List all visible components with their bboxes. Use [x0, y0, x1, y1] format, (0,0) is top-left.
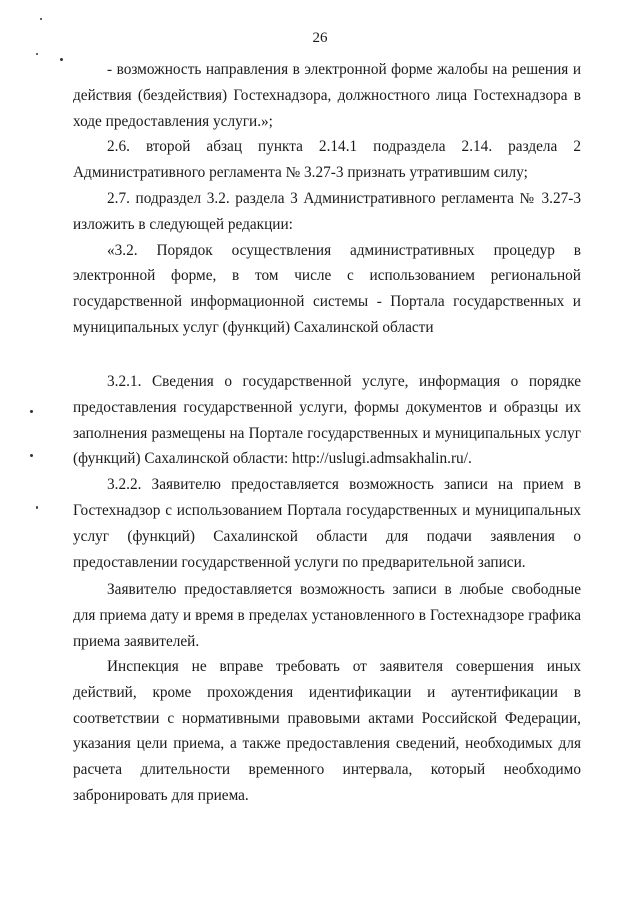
- document-body-bottom: [73, 654, 581, 809]
- scan-speck: [36, 506, 38, 509]
- paragraph-3-2-1: 3.2.1. Сведения о государственной услуге, информация о порядке предоставления государственной услуги, формы документов и образцы их заполнения размещены на Портале государственных и муниципальных услуг (функций) Сахалинской области: http://uslugi.admsakhalin.ru/.: [73, 373, 581, 468]
- paragraph-3-2-2: 3.2.2. Заявителю предоставляется возможность записи на прием в Гостехнадзор с использованием Портала государственных и муниципальных услуг (функций) Сахалинской области для подачи заявления о предоставлении государственной услуги по предварительной записи.: [73, 476, 581, 571]
- scan-speck: [60, 58, 63, 61]
- page-number: 26: [312, 30, 328, 46]
- paragraph-inspection-restriction: Инспекция не вправе требовать от заявителя совершения иных действий, кроме прохождения идентификации и аутентификации в соответствии с нормативными правовыми актами Российской Федерации, указания цели приема, а также предоставления сведений, необходимых для расчета длительности временного интервала, который необходимо забронировать для приема.: [73, 658, 581, 804]
- scan-speck: [30, 454, 33, 457]
- paragraph-appointment-slots: Заявителю предоставляется возможность записи в любые свободные для приема дату и время в пределах установленного в Гостехнадзоре графика приема заявителей.: [73, 581, 581, 650]
- scan-speck: [30, 410, 33, 413]
- section-heading-3-2: «3.2. Порядок осуществления административных процедур в электронной форме, в том числе с использованием региональной государственной информационной системы - Портала государственных и муниципальных услуг (функций) Сахалинской области: [73, 241, 581, 336]
- document-body-middle: [73, 369, 581, 575]
- paragraph-2-7: 2.7. подраздел 3.2. раздела 3 Административного регламента № 3.27-3 изложить в следующей редакции:: [73, 189, 581, 233]
- document-body-top: [73, 57, 581, 341]
- scan-speck: [40, 18, 42, 20]
- paragraph-complaint-option: - возможность направления в электронной форме жалобы на решения и действия (бездействия) Гостехнадзора, должностного лица Гостехнадзора в ходе предоставления услуги.»;: [73, 61, 581, 130]
- paragraph-2-6: 2.6. второй абзац пункта 2.14.1 подраздела 2.14. раздела 2 Административного регламента № 3.27-3 признать утратившим силу;: [73, 138, 581, 182]
- scan-speck: [36, 53, 38, 55]
- document-body-appointment: [73, 577, 581, 654]
